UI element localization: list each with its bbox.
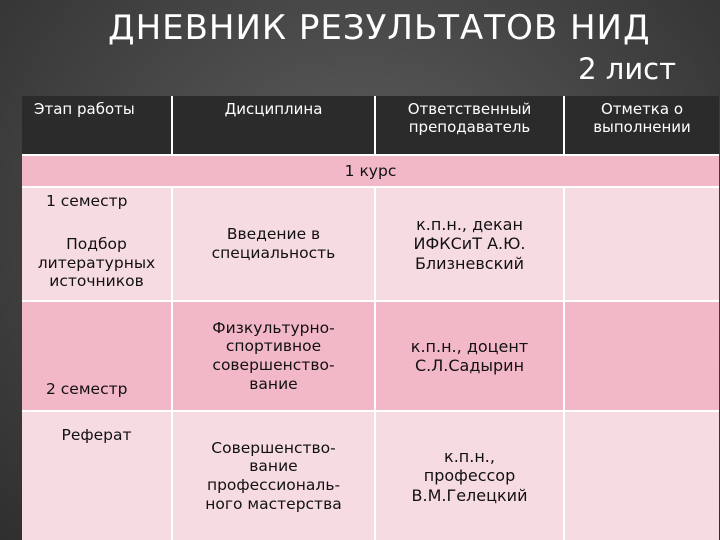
- row-2-teacher-text: к.п.н., доцент С.Л.Садырин: [410, 336, 529, 375]
- row-3-stage: [22, 412, 171, 540]
- row-2-discipline: [173, 302, 374, 410]
- row-2-discipline-text: Физкультурно-спортивное совершенство-вание: [212, 318, 335, 393]
- table-row-2-stage: [22, 302, 171, 410]
- row-1-discipline-text: Введение в специальность: [211, 225, 336, 262]
- course-row: [22, 156, 719, 186]
- slide-subtitle: 2 лист: [578, 52, 676, 86]
- row-1-discipline: [173, 188, 374, 300]
- row-3-stage-text: Реферат: [61, 426, 132, 444]
- table-row-1-stage: [22, 188, 171, 300]
- row-3-teacher-text: к.п.н., профессор В.М.Гелецкий: [411, 447, 528, 505]
- header-teacher: Ответственный преподаватель: [376, 96, 563, 154]
- row-2-teacher: [376, 302, 563, 410]
- results-table: [22, 96, 719, 540]
- semester-1-label: 1 семестр: [46, 192, 128, 210]
- header-stage: Этап работы: [22, 96, 171, 154]
- row-1-teacher-text: к.п.н., декан ИФКСиТ А.Ю. Близневский: [413, 215, 526, 273]
- row-2-mark: [565, 302, 719, 410]
- row-3-discipline: [173, 412, 374, 540]
- row-3-mark: [565, 412, 719, 540]
- row-1-teacher: [376, 188, 563, 300]
- row-3-discipline-text: Совершенство-вание профессиональ-ного мастерства: [205, 438, 342, 513]
- course-label: 1 курс: [344, 161, 397, 180]
- row-1-mark: [565, 188, 719, 300]
- row-3-teacher: [376, 412, 563, 540]
- header-mark: Отметка о выполнении: [565, 96, 719, 154]
- header-discipline: Дисциплина: [173, 96, 374, 154]
- slide-title: ДНЕВНИК РЕЗУЛЬТАТОВ НИД: [108, 8, 651, 48]
- semester-2-label: 2 семестр: [46, 380, 128, 398]
- row-1-stage-text: Подбор литературных источников: [37, 235, 156, 291]
